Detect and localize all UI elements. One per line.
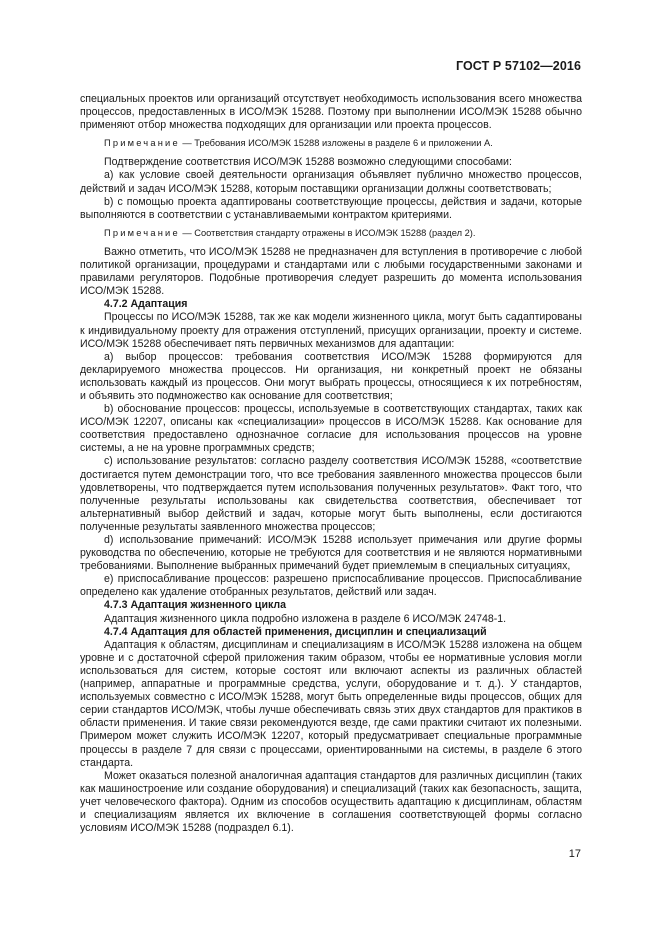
body-paragraph: Адаптация к областям, дисциплинам и специализациям в ИСО/МЭК 15288 изложена на общем уровне и с достаточной сферой приложения таким образом, чтобы ее нормативные условия могли использоваться для систем, которые состоят или включают аспекты из различных областей (например, аппаратные и программные средства, услуги, оборудование и т. д.). У стандартов, используемых совместно с ИСО/МЭК 15288, могут быть определенные виды процессов, общих для серии стандартов ИСО/МЭК, чтобы лучше обеспечивать связь этих двух стандартов для практиков в области применения. И такие связи рекомендуются везде, где сами практики считают их полезными. Примером может служить ИСО/МЭК 12207, который предусматривает специальные программные процессы в разделе 7 для связи с процессами, ориентированными на системы, в разделе 6 этого стандарта. [80, 638, 582, 769]
section-heading-4-7-2: 4.7.2 Адаптация [104, 298, 188, 311]
body-paragraph: Процессы по ИСО/МЭК 15288, так же как модели жизненного цикла, могут быть садаптированы к индивидуальному проекту для отражения отступлений, присущих организации, проекту и системе. ИСО/МЭК 15288 обеспечивает пять первичных механизмов для адаптации: [80, 311, 582, 350]
list-item: b) с помощью проекта адаптированы соответствующие процессы, действия и задачи, которые выполняются в соответствии с устанавливаемыми контрактом критериями. [80, 195, 582, 221]
body-paragraph: Важно отметить, что ИСО/МЭК 15288 не предназначен для вступления в противоречие с любой политикой организации, процедурами и стандартами или с любыми государственными законами и правилами регуляторов. Подобные противоречия следует разрешить до момента использования ИСО/МЭК 15288. [80, 245, 582, 298]
list-item: с) использование результатов: согласно разделу соответствия ИСО/МЭК 15288, «соответствие достигается путем демонстрации того, что все требования заявленного множества процессов были удовлетворены, что подтверждается путем использования полученных результатов». Факт того, что полученные результаты использованы как свидетельства соответствия, обеспечивает тот альтернативный выбор действий и задач, которые могут быть выполнены, если достигаются полученные результаты заявленного множества процессов; [80, 455, 582, 533]
body-paragraph: Адаптация жизненного цикла подробно изложена в разделе 6 ИСО/МЭК 24748-1. [104, 612, 507, 625]
body-paragraph: Может оказаться полезной аналогичная адаптация стандартов для различных дисциплин (таких как машиностроение или создание оборудования) и специализаций (таких как безопасность, защита, учет человеческого фактора). Одним из способов осуществить адаптацию к дисциплинам, областям и специализациям является их включение в соглашения соответствующей формы согласно условиям ИСО/МЭК 15288 (подраздел 6.1). [80, 769, 582, 835]
body-paragraph: Подтверждение соответствия ИСО/МЭК 15288 возможно следующими способами: [104, 156, 512, 169]
note-label: Примечание [104, 138, 180, 149]
list-item: а) выбор процессов: требования соответствия ИСО/МЭК 15288 формируются для декларируемого множества процессов. Ни организация, ни конкретный проект не обязаны использовать каждый из процессов. Они могут выбрать процессы, относящиеся к их потребностям, и объявить это подмножество как основание для соответствия; [80, 350, 582, 402]
standard-header: ГОСТ Р 57102—2016 [455, 59, 581, 73]
document-body [80, 93, 582, 835]
note-text: — Соответствия стандарту отражены в ИСО/МЭК 15288 (раздел 2). [179, 227, 476, 238]
note-2 [80, 227, 582, 240]
section-heading-4-7-3: 4.7.3 Адаптация жизненного цикла [104, 599, 287, 612]
list-item: а) как условие своей деятельности организация объявляет публично множество процессов, действий и задач ИСО/МЭК 15288, которым поставщики организации должны соответствовать; [80, 169, 582, 195]
note-text: — Требования ИСО/МЭК 15288 изложены в разделе 6 и приложении А. [179, 138, 493, 149]
note-1 [80, 137, 582, 150]
note-label: Примечание [104, 227, 180, 238]
list-item: е) приспосабливание процессов: разрешено приспосабливание процессов. Приспосабливание определено как удаление отобранных результатов, действий или задач. [80, 573, 582, 599]
list-item: d) использование примечаний: ИСО/МЭК 15288 использует примечания или другие формы руководства по обеспечению, которые не требуются для соответствия и не являются нормативными требованиями. Выполнение выбранных примечаний будет приемлемым в специальных ситуациях, [80, 534, 582, 573]
body-paragraph: специальных проектов или организаций отсутствует необходимость использования всего множества процессов, предоставленных в ИСО/МЭК 15288. Поэтому при выполнении ИСО/МЭК 15288 обычно применяют отбор множества подходящих для организации или проекта процессов. [80, 93, 582, 132]
section-heading-4-7-4: 4.7.4 Адаптация для областей применения, дисциплин и специализаций [104, 625, 487, 638]
page-number: 17 [568, 848, 581, 860]
list-item: b) обоснование процессов: процессы, используемые в соответствующих стандартах, таких как ИСО/МЭК 12207, описаны как «специализации» процессов в ИСО/МЭК 15288. Как основание для соответствия предоставлено однозначное согласие для использования процессов на уровне системы, а не на уровне программных средств; [80, 403, 582, 455]
